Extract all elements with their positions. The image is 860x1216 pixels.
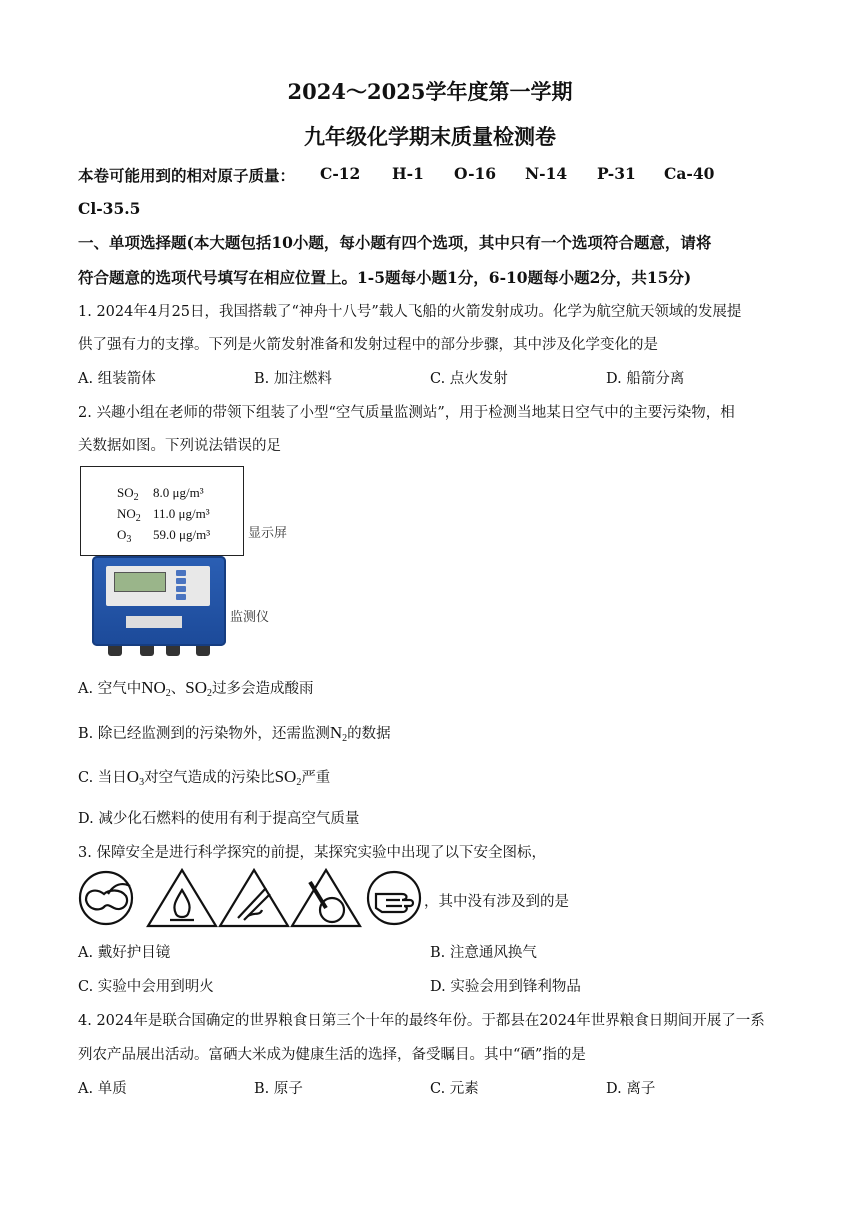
reading-so2: $SO_2$ 8.0 μg/m³ — [117, 485, 204, 503]
atomic-mass-item: C-12 — [320, 164, 361, 183]
safety-icons-row — [78, 866, 422, 928]
q3-stem-after-icons: ，其中没有涉及到的是 — [424, 894, 569, 910]
q1-option-c: C. 点火发射 — [430, 371, 508, 387]
display-screen-label: 显示屏 — [248, 526, 288, 541]
q2-stem-line1: 2. 兴趣小组在老师的带领下组装了小型“空气质量监测站”，用于检测当地某日空气中的主要污染物，相 — [78, 405, 735, 421]
atomic-mass-item: N-14 — [525, 164, 568, 183]
q4-option-c: C. 元素 — [430, 1081, 479, 1097]
q3-option-d: D. 实验会用到锋利物品 — [430, 979, 581, 995]
atomic-mass-item: Ca-40 — [664, 164, 715, 183]
display-screen — [80, 466, 244, 556]
q4-stem-line2: 列农产品展出活动。富硒大米成为健康生活的选择，备受瞩目。其中“硒”指的是 — [78, 1047, 586, 1063]
monitor-lcd — [114, 572, 166, 592]
q1-option-b: B. 加注燃料 — [254, 371, 332, 387]
q1-stem-line2: 供了强有力的支撑。下列是火箭发射准备和发射过程中的部分步骤，其中涉及化学变化的是 — [78, 337, 658, 353]
q3-option-b: B. 注意通风换气 — [430, 945, 537, 961]
q4-stem-line1: 4. 2024年是联合国确定的世界粮食日第三个十年的最终年份。于都县在2024年世界粮食日期间开展了一系 — [78, 1013, 765, 1029]
q2-option-c: C. 当日$O_3$对空气造成的污染比$SO_2$严重 — [78, 767, 331, 788]
q2-option-a: A. 空气中$NO_2$、$SO_2$过多会造成酸雨 — [78, 678, 314, 699]
q3-option-c: C. 实验中会用到明火 — [78, 979, 214, 995]
atomic-mass-item: O-16 — [454, 164, 497, 183]
goggles-icon — [80, 872, 132, 924]
section-heading-line2: 符合题意的选项代号填写在相应位置上。1-5题每小题1分，6-10题每小题2分，共15分) — [78, 268, 692, 287]
reading-o3: $O_3$ 59.0 μg/m³ — [117, 527, 211, 545]
q4-option-d: D. 离子 — [606, 1081, 656, 1097]
flame-warning-icon — [148, 870, 216, 926]
q2-stem-line2: 关数据如图。下列说法错误的足 — [78, 438, 281, 454]
ventilation-warning-icon — [220, 870, 288, 926]
q4-option-a: A. 单质 — [78, 1081, 127, 1097]
display-readings — [117, 485, 210, 548]
monitor-device — [92, 556, 226, 646]
exam-title-line2: 九年级化学期末质量检测卷 — [304, 124, 556, 149]
monitor-label: 监测仪 — [230, 610, 270, 625]
q4-option-b: B. 原子 — [254, 1081, 303, 1097]
hand-wash-icon — [368, 872, 420, 924]
q2-option-d: D. 减少化石燃料的使用有利于提高空气质量 — [78, 811, 360, 827]
q1-option-d: D. 船箭分离 — [606, 371, 685, 387]
section-heading-line1: 一、单项选择题(本大题包括10小题，每小题有四个选项，其中只有一个选项符合题意，请将 — [78, 233, 712, 252]
exam-title-line1: 2024～2025学年度第一学期 — [287, 79, 573, 104]
q3-option-a: A. 戴好护目镜 — [78, 945, 171, 961]
reading-no2: $NO_2$ 11.0 μg/m³ — [117, 506, 210, 524]
q3-stem-line1: 3. 保障安全是进行科学探究的前提，某探究实验中出现了以下安全图标， — [78, 845, 546, 861]
q2-option-b: B. 除已经监测到的污染物外，还需监测$N_2$的数据 — [78, 723, 391, 744]
q1-stem-line1: 1. 2024年4月25日，我国搭载了“神舟十八号”载人飞船的火箭发射成功。化学为航空航天领域的发展提 — [78, 304, 742, 320]
atomic-mass-item: P-31 — [597, 164, 636, 183]
atomic-mass-overflow: Cl-35.5 — [78, 199, 141, 218]
sharp-object-warning-icon — [292, 870, 360, 926]
atomic-mass-lead: 本卷可能用到的相对原子质量： — [78, 166, 296, 185]
atomic-mass-item: H-1 — [392, 164, 424, 183]
q1-option-a: A. 组装箭体 — [78, 371, 156, 387]
